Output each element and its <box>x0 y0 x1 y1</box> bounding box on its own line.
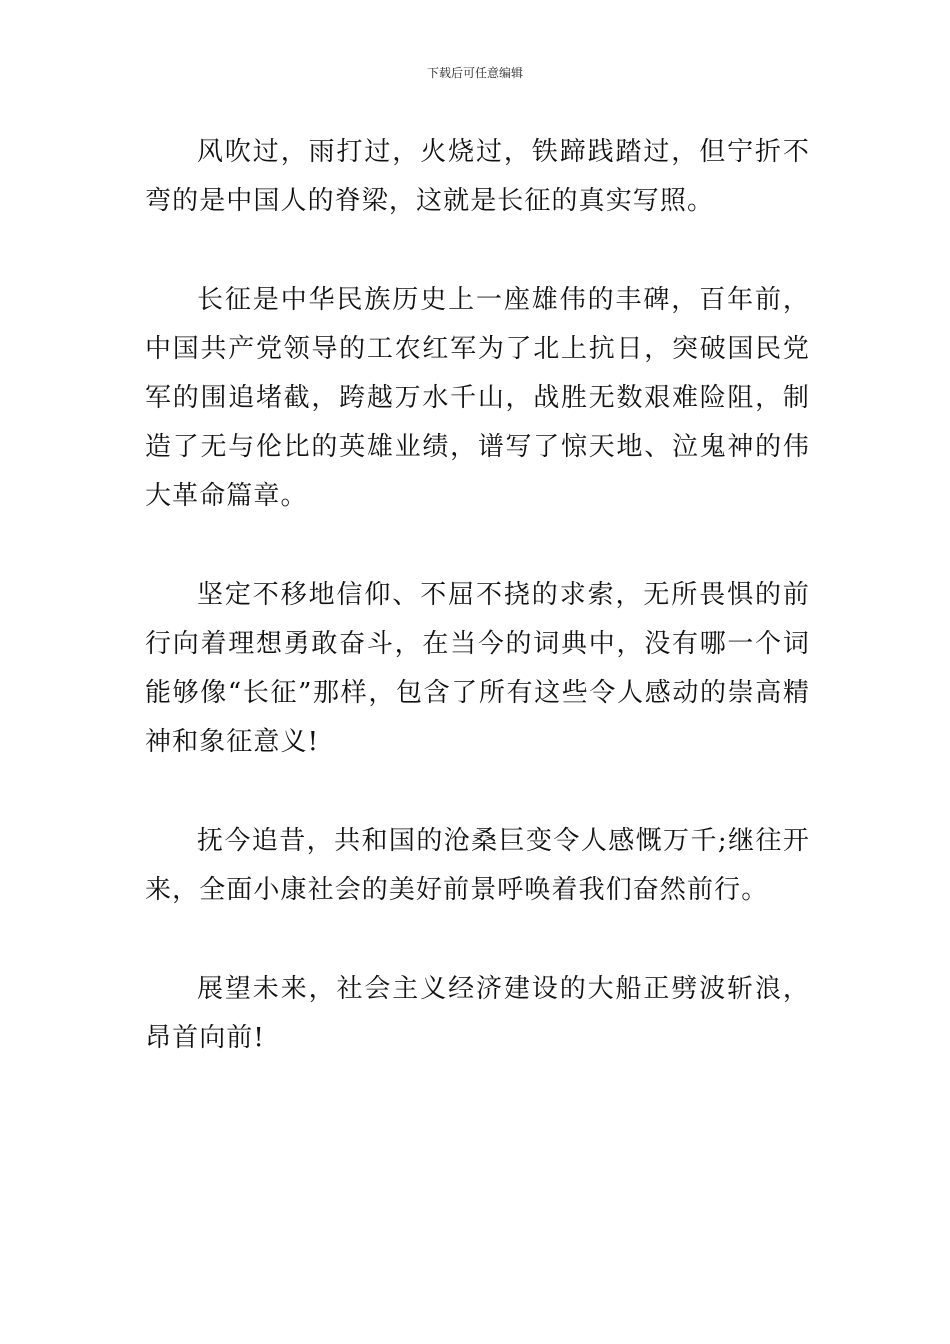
document-body <box>145 128 810 1063</box>
paragraph-4: 抚今追昔，共和国的沧桑巨变令人感慨万千;继往开来，全面小康社会的美好前景呼唤着我们奋然前行。 <box>145 826 810 905</box>
paragraph-2: 长征是中华民族历史上一座雄伟的丰碑，百年前，中国共产党领导的工农红军为了北上抗日，突破国民党军的围追堵截，跨越万水千山，战胜无数艰难险阻，制造了无与伦比的英雄业绩，谱写了惊天地、泣鬼神的伟大革命篇章。 <box>145 285 810 511</box>
paragraph-5: 展望未来，社会主义经济建设的大船正劈波斩浪，昂首向前! <box>145 974 810 1053</box>
header-note: 下载后可任意编辑 <box>426 66 523 80</box>
paragraph-1: 风吹过，雨打过，火烧过，铁蹄践踏过，但宁折不弯的是中国人的脊梁，这就是长征的真实写照。 <box>145 137 810 216</box>
paragraph-3: 坚定不移地信仰、不屈不挠的求索，无所畏惧的前行向着理想勇敢奋斗，在当今的词典中，没有哪一个词能够像“长征”那样，包含了所有这些令人感动的崇高精神和象征意义! <box>145 580 810 757</box>
